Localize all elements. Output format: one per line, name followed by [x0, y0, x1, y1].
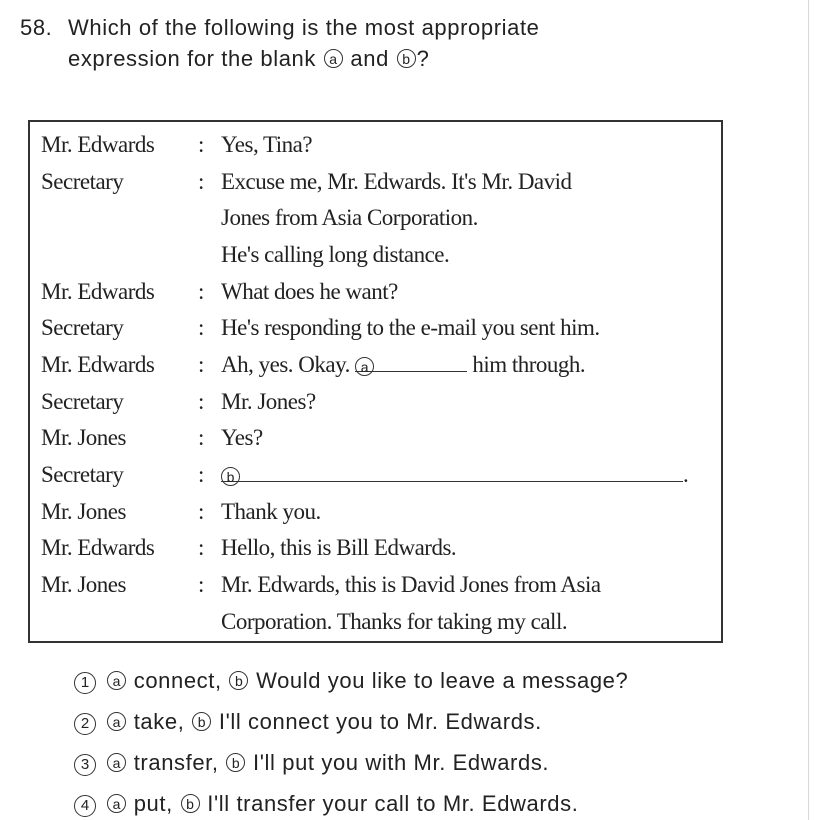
line-text: Jones from Asia Corporation. — [221, 205, 478, 230]
line-text: He's responding to the e-mail you sent him. — [221, 315, 600, 340]
dialogue-line — [0, 347, 826, 383]
speaker: Mr. Jones — [41, 572, 126, 597]
dialogue-line — [0, 384, 826, 420]
line-text — [221, 457, 688, 493]
colon: : — [198, 462, 204, 487]
line-text: He's calling long distance. — [221, 242, 450, 267]
blank-a-marker: a — [355, 357, 374, 376]
blank-b-marker: b — [221, 467, 240, 486]
blank-a-marker: a — [324, 49, 343, 68]
speaker: Mr. Edwards — [41, 535, 155, 560]
option-b-text: I'll put you with Mr. Edwards. — [253, 750, 550, 775]
blank-b — [221, 459, 683, 485]
colon: : — [198, 352, 204, 377]
option-a-text: connect, — [133, 668, 222, 693]
blank-b-marker: b — [397, 49, 416, 68]
dialogue-line-continuation — [0, 604, 826, 640]
colon: : — [198, 499, 204, 524]
line-text: Excuse me, Mr. Edwards. It's Mr. David — [221, 169, 572, 194]
question-mark: ? — [416, 46, 430, 71]
blank-a-marker: a — [107, 794, 126, 813]
colon: : — [198, 425, 204, 450]
colon: : — [198, 169, 204, 194]
line-text: Yes? — [221, 425, 263, 450]
line-text: Mr. Edwards, this is David Jones from Asia — [221, 572, 601, 597]
line-text-before: Ah, yes. Okay. — [221, 352, 350, 377]
speaker: Mr. Jones — [41, 425, 126, 450]
question-number: 58. — [20, 15, 53, 40]
blank-b-marker: b — [192, 712, 211, 731]
colon: : — [198, 535, 204, 560]
line-text — [221, 347, 585, 383]
speaker: Mr. Edwards — [41, 279, 155, 304]
answer-option[interactable] — [74, 789, 578, 819]
answer-option[interactable] — [74, 666, 628, 696]
question-text-1: Which of the following is the most appropriate — [68, 15, 540, 40]
option-number: 4 — [74, 795, 96, 817]
dialogue-line — [0, 457, 826, 493]
blank-b-marker: b — [181, 794, 200, 813]
question-and: and — [350, 46, 389, 71]
option-b-text: I'll connect you to Mr. Edwards. — [218, 709, 542, 734]
answer-option[interactable] — [74, 707, 542, 737]
option-b-text: Would you like to leave a message? — [256, 668, 629, 693]
blank-b-marker: b — [229, 671, 248, 690]
colon: : — [198, 279, 204, 304]
blank-a-marker: a — [107, 712, 126, 731]
line-text-after: him through. — [472, 352, 586, 377]
option-a-text: take, — [133, 709, 185, 734]
dialogue-line — [0, 310, 826, 346]
option-a-text: put, — [133, 791, 173, 816]
speaker: Secretary — [41, 462, 124, 487]
line-text: Hello, this is Bill Edwards. — [221, 535, 457, 560]
option-a-text: transfer, — [133, 750, 219, 775]
blank-b-marker: b — [226, 753, 245, 772]
colon: : — [198, 315, 204, 340]
question-line-2 — [20, 43, 540, 74]
option-number: 3 — [74, 754, 96, 776]
dialogue-line-continuation — [0, 237, 826, 273]
line-text: What does he want? — [221, 279, 398, 304]
blank-a-marker: a — [107, 671, 126, 690]
blank-a — [355, 349, 467, 375]
dialogue-line — [0, 127, 826, 163]
option-number: 2 — [74, 713, 96, 735]
dialogue-line — [0, 567, 826, 603]
answer-option[interactable] — [74, 748, 549, 778]
option-number: 1 — [74, 672, 96, 694]
option-b-text: I'll transfer your call to Mr. Edwards. — [207, 791, 579, 816]
colon: : — [198, 132, 204, 157]
line-period: . — [683, 462, 689, 487]
question-header — [20, 12, 540, 74]
speaker: Mr. Edwards — [41, 352, 155, 377]
question-line-1 — [20, 12, 540, 43]
speaker: Mr. Edwards — [41, 132, 155, 157]
colon: : — [198, 572, 204, 597]
dialogue-line — [0, 494, 826, 530]
line-text: Thank you. — [221, 499, 321, 524]
dialogue-line — [0, 530, 826, 566]
speaker: Mr. Jones — [41, 499, 126, 524]
line-text: Corporation. Thanks for taking my call. — [221, 609, 568, 634]
speaker: Secretary — [41, 315, 124, 340]
dialogue-line — [0, 164, 826, 200]
dialogue-line-continuation — [0, 200, 826, 236]
speaker: Secretary — [41, 169, 124, 194]
question-text-2: expression for the blank — [68, 46, 316, 71]
line-text: Mr. Jones? — [221, 389, 316, 414]
dialogue-line — [0, 420, 826, 456]
blank-a-marker: a — [107, 753, 126, 772]
dialogue-line — [0, 274, 826, 310]
line-text: Yes, Tina? — [221, 132, 313, 157]
colon: : — [198, 389, 204, 414]
speaker: Secretary — [41, 389, 124, 414]
